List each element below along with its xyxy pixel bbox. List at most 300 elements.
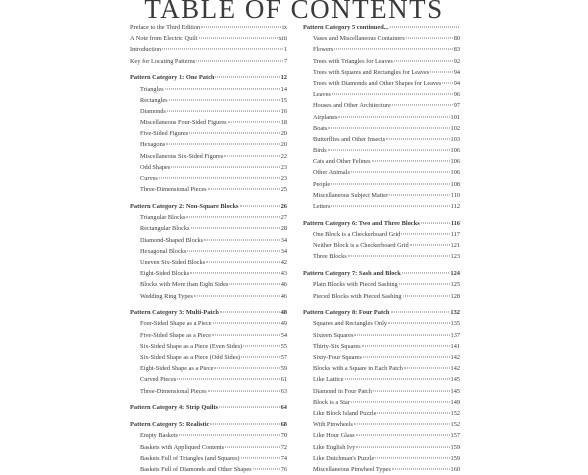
toc-page-number: 116 — [450, 219, 460, 227]
toc-entry[interactable] — [303, 397, 460, 408]
dot-leader — [162, 49, 283, 50]
dot-leader — [410, 245, 450, 246]
dot-leader — [334, 49, 452, 50]
toc-entry-title: Blocks with a Square in Each Patch — [313, 365, 403, 373]
toc-page-number: 43 — [280, 270, 287, 278]
toc-page-number: 112 — [450, 203, 460, 210]
dot-leader — [253, 468, 280, 469]
toc-entry[interactable] — [303, 341, 460, 352]
toc-page-number: 20 — [280, 141, 287, 149]
dot-leader — [225, 446, 280, 447]
toc-entry-title: Airplanes — [313, 113, 338, 121]
toc-entry-title: Squares and Rectangles Only — [313, 320, 387, 328]
toc-entry[interactable] — [303, 112, 460, 123]
toc-entry-title: Four-Sided Shape as a Piece — [140, 320, 212, 328]
dot-leader — [403, 295, 450, 296]
toc-entry-title: Introduction — [130, 46, 162, 54]
toc-entry-title: Baskets with Appliqued Contents — [140, 443, 225, 451]
toc-page-number: 72 — [280, 443, 287, 451]
toc-page-number: 160 — [450, 465, 460, 473]
page-title: TABLE OF CONTENTS — [144, 0, 444, 24]
toc-entry-title: Preface to the Third Edition — [130, 24, 201, 31]
toc-category-entry[interactable] — [130, 402, 287, 413]
toc-entry-title: Flowers — [313, 46, 334, 54]
toc-entry-title: Pattern Category 3: Multi-Patch — [130, 309, 219, 317]
toc-entry[interactable] — [303, 44, 460, 55]
toc-entry-title: Rectangles — [140, 96, 168, 104]
toc-page-number: 25 — [280, 186, 287, 194]
toc-entry[interactable] — [303, 190, 460, 201]
toc-category-entry[interactable] — [130, 419, 287, 430]
toc-page-number: 117 — [450, 230, 460, 238]
dot-leader — [390, 27, 459, 28]
toc-category-entry[interactable] — [303, 268, 460, 279]
dot-leader — [214, 368, 279, 369]
toc-entry-title: With Pinwheels — [313, 421, 353, 429]
toc-entry[interactable] — [130, 117, 287, 128]
dot-leader — [177, 379, 280, 380]
toc-entry[interactable] — [130, 453, 287, 464]
toc-entry[interactable] — [130, 257, 287, 268]
dot-leader — [243, 345, 280, 346]
toc-entry[interactable] — [130, 341, 287, 352]
dot-leader — [402, 273, 450, 274]
toc-entry-title: Cats and Other Felines — [313, 158, 371, 166]
toc-entry[interactable] — [303, 251, 460, 262]
toc-entry-title: Boats — [313, 124, 328, 132]
toc-page-number: 48 — [280, 309, 287, 317]
dot-leader — [165, 88, 280, 89]
toc-entry[interactable] — [303, 167, 460, 178]
toc-entry[interactable] — [130, 374, 287, 385]
dot-leader — [241, 357, 280, 358]
toc-entry-title: Like Lattice — [313, 376, 344, 384]
dot-leader — [372, 161, 450, 162]
dot-leader — [169, 99, 280, 100]
toc-entry-title: Odd Shapes — [140, 163, 171, 171]
dot-leader — [210, 424, 279, 425]
toc-entry-title: Blocks with More than Eight Sides — [140, 281, 229, 289]
toc-entry-title: Butterflies and Other Insects — [313, 135, 386, 143]
toc-entry[interactable] — [303, 352, 460, 363]
dot-leader — [229, 284, 279, 285]
toc-page-number: 159 — [450, 454, 460, 462]
toc-page-number: 142 — [450, 365, 460, 373]
toc-entry-title: Sixteen Squares — [313, 331, 354, 339]
toc-entry-title: Eight-Sided Shape as a Piece — [140, 365, 214, 373]
toc-entry[interactable] — [303, 67, 460, 78]
toc-entry[interactable] — [130, 246, 287, 257]
toc-page-number: 157 — [450, 432, 460, 440]
toc-page-number: 110 — [450, 191, 460, 199]
toc-entry[interactable] — [130, 352, 287, 363]
toc-entry-title: People — [313, 180, 331, 188]
dot-leader — [392, 105, 453, 106]
toc-entry-title: Empty Baskets — [140, 432, 178, 440]
toc-entry[interactable] — [130, 162, 287, 173]
dot-leader — [430, 71, 452, 72]
dot-leader — [213, 323, 280, 324]
toc-entry-title: Miscellaneous Pinwheel Types — [313, 465, 391, 473]
toc-page-number: 46 — [280, 281, 287, 289]
toc-page-number: 27 — [280, 214, 287, 222]
toc-entry[interactable] — [130, 84, 287, 95]
dot-leader — [354, 424, 450, 425]
toc-entry[interactable] — [303, 279, 460, 290]
toc-entry-title: Uneven Six-Sided Blocks — [140, 258, 206, 266]
toc-entry[interactable] — [303, 240, 460, 251]
toc-page-number: 55 — [280, 342, 287, 350]
toc-entry-title: Trees with Triangles for Leaves — [313, 57, 393, 65]
dot-leader — [328, 127, 449, 128]
dot-leader — [166, 144, 280, 145]
toc-entry-title: Curves — [140, 175, 158, 183]
toc-page-number: 83 — [453, 46, 460, 54]
toc-category-entry[interactable] — [303, 22, 460, 33]
dot-leader — [401, 233, 450, 234]
toc-entry-title: Baskets Full of Diamonds and Other Shapes — [140, 465, 252, 473]
toc-entry-title: Vases and Miscellaneous Containers — [313, 35, 405, 43]
dot-leader — [338, 116, 449, 117]
toc-entry[interactable] — [130, 128, 287, 139]
toc-entry[interactable] — [130, 318, 287, 329]
toc-entry[interactable] — [303, 330, 460, 341]
dot-leader — [224, 155, 279, 156]
dot-leader — [391, 312, 450, 313]
toc-entry[interactable] — [303, 291, 460, 302]
toc-entry[interactable] — [130, 56, 287, 67]
dot-leader — [332, 94, 453, 95]
toc-entry-title: Sixty-Four Squares — [313, 354, 362, 362]
toc-page-number: 94 — [453, 79, 460, 87]
toc-category-entry[interactable] — [303, 307, 460, 318]
toc-entry[interactable] — [130, 442, 287, 453]
dot-leader — [201, 27, 281, 28]
toc-page-number: 61 — [280, 376, 287, 384]
dot-leader — [356, 435, 450, 436]
toc-entry-title: Birds — [313, 147, 327, 155]
dot-leader — [204, 239, 280, 240]
toc-entry-title: Hexagons — [140, 141, 166, 149]
toc-entry-title: Baskets Full of Triangles (and Squares) — [140, 454, 240, 462]
dot-leader — [167, 110, 280, 111]
toc-entry-title: Like Dutchman's Puzzle — [313, 454, 375, 462]
toc-page-number: 94 — [453, 68, 460, 76]
toc-page-number: 34 — [280, 247, 287, 255]
toc-entry[interactable] — [303, 430, 460, 441]
toc-entry-title: Pattern Category 5: Realistic — [130, 421, 210, 429]
toc-page-number: 125 — [450, 281, 460, 289]
toc-page-number: 108 — [450, 180, 460, 188]
toc-entry[interactable] — [303, 374, 460, 385]
toc-page-number: 7 — [283, 57, 287, 65]
dot-leader — [331, 206, 449, 207]
dot-leader — [240, 206, 280, 207]
toc-page-number: 142 — [450, 354, 460, 362]
toc-page-number: 18 — [280, 119, 287, 127]
dot-leader — [389, 194, 450, 195]
dot-leader — [345, 379, 450, 380]
toc-category-entry[interactable] — [130, 72, 287, 83]
dot-leader — [331, 183, 449, 184]
toc-entry-title: Six-Sided Shape as a Piece (Odd Sides) — [140, 354, 241, 362]
toc-category-entry[interactable] — [303, 218, 460, 229]
toc-page-number: 152 — [450, 421, 460, 429]
toc-page-number: 63 — [280, 387, 287, 395]
dot-leader — [187, 250, 279, 251]
toc-entry[interactable] — [303, 442, 460, 453]
toc-page-number: 96 — [453, 91, 460, 99]
toc-entry-title: Trees with Diamonds and Other Shapes for Leaves — [313, 79, 442, 87]
toc-entry-title: Like Hour Glass — [313, 432, 355, 440]
dot-leader — [191, 228, 280, 229]
toc-entry[interactable] — [303, 453, 460, 464]
toc-page-number: 64 — [280, 404, 287, 412]
toc-entry[interactable] — [130, 386, 287, 397]
toc-entry[interactable] — [130, 279, 287, 290]
dot-leader — [208, 189, 280, 190]
toc-entry-title: Pattern Category 2: Non-Square Blocks — [130, 203, 239, 210]
dot-leader — [171, 166, 279, 167]
dot-leader — [199, 38, 278, 39]
toc-page-number: 152 — [450, 409, 460, 417]
toc-entry-title: Pattern Category 7: Sash and Block — [303, 270, 401, 278]
toc-page-number: 149 — [450, 398, 460, 406]
toc-entry[interactable] — [303, 78, 460, 89]
toc-page-number: 135 — [450, 320, 460, 328]
toc-entry-title: Five-Sided Shape as a Piece — [140, 331, 211, 339]
toc-entry[interactable] — [130, 22, 287, 33]
toc-entry-title: Like Block Island Puzzle — [313, 409, 377, 417]
toc-entry-title: Three Blocks — [313, 253, 347, 261]
dot-leader — [404, 368, 450, 369]
toc-entry-title: Thirty-Six Squares — [313, 342, 361, 350]
toc-page-number: 23 — [280, 175, 287, 183]
toc-right-column — [303, 22, 460, 475]
toc-entry[interactable] — [130, 44, 287, 55]
toc-page-number: xiii — [278, 35, 287, 43]
dot-leader — [386, 138, 449, 139]
dot-leader — [399, 284, 450, 285]
dot-leader — [159, 178, 280, 179]
toc-entry[interactable] — [303, 464, 460, 475]
toc-entry[interactable] — [130, 106, 287, 117]
toc-entry[interactable] — [303, 179, 460, 190]
toc-entry[interactable] — [303, 89, 460, 100]
toc-entry[interactable] — [303, 56, 460, 67]
toc-entry-title: A Note from Electric Quilt — [130, 35, 198, 43]
dot-leader — [194, 295, 280, 296]
dot-leader — [179, 435, 280, 436]
toc-entry-title: Five-Sided Figures — [140, 130, 189, 138]
toc-entry[interactable] — [130, 223, 287, 234]
dot-leader — [208, 390, 280, 391]
toc-entry[interactable] — [303, 156, 460, 167]
toc-page-number: 54 — [280, 331, 287, 339]
toc-entry-title: One Block is a Checkerboard Grid — [313, 230, 401, 238]
toc-entry-title: Diamond in Four Patch — [313, 387, 372, 395]
toc-page-number: 12 — [280, 74, 287, 82]
toc-entry[interactable] — [130, 464, 287, 475]
toc-page-number: 97 — [453, 102, 460, 110]
toc-entry[interactable] — [130, 151, 287, 162]
toc-entry-title: Hexagonal Blocks — [140, 247, 187, 255]
toc-page-number: 92 — [453, 57, 460, 65]
toc-entry-title: Triangular Blocks — [140, 214, 186, 222]
toc-page-number: 42 — [280, 258, 287, 266]
toc-page-number: 70 — [280, 432, 287, 440]
dot-leader — [377, 412, 449, 413]
toc-entry[interactable] — [303, 318, 460, 329]
toc-entry[interactable] — [130, 235, 287, 246]
toc-entry[interactable] — [130, 363, 287, 374]
toc-entry-title: Miscellaneous Four-Sided Figures — [140, 119, 227, 127]
toc-page-number: 103 — [450, 135, 460, 143]
toc-entry-title: Diamonds — [140, 107, 166, 115]
toc-page-number: 123 — [450, 253, 460, 261]
toc-entry-title: Miscellaneous Six-Sided Figures — [140, 152, 224, 160]
toc-entry-title: Miscellaneous Subject Matter — [313, 191, 389, 199]
toc-page-number: 145 — [450, 376, 460, 384]
toc-entry-title: Leaves — [313, 91, 331, 99]
toc-page-number: 1 — [283, 46, 287, 54]
toc-entry[interactable] — [303, 363, 460, 374]
toc-entry[interactable] — [303, 123, 460, 134]
dot-leader — [394, 60, 453, 61]
toc-page-number: 22 — [280, 152, 287, 160]
toc-entry-title: Three-Dimensional Pieces — [140, 387, 207, 395]
toc-left-column — [130, 22, 287, 475]
toc-entry-title: Key for Locating Patterns — [130, 57, 196, 65]
toc-page-number: 28 — [280, 225, 287, 233]
toc-page-number: 57 — [280, 354, 287, 362]
toc-entry-title: Pattern Category 6: Two and Three Blocks — [303, 219, 420, 227]
dot-leader — [348, 256, 450, 257]
toc-page-number: 101 — [450, 113, 460, 121]
dot-leader — [406, 38, 453, 39]
toc-entry[interactable] — [130, 184, 287, 195]
toc-page-number: 14 — [280, 85, 287, 93]
dot-leader — [354, 334, 449, 335]
dot-leader — [241, 457, 280, 458]
toc-entry[interactable] — [130, 173, 287, 184]
toc-category-entry[interactable] — [130, 307, 287, 318]
toc-page-number: 59 — [280, 365, 287, 373]
toc-entry[interactable] — [303, 229, 460, 240]
dot-leader — [356, 446, 449, 447]
toc-page-number: ix — [282, 24, 287, 31]
toc-entry[interactable] — [303, 201, 460, 212]
dot-leader — [228, 122, 280, 123]
toc-page-number: 76 — [280, 465, 287, 473]
toc-page-number: 23 — [280, 163, 287, 171]
toc-page-number: 145 — [450, 387, 460, 395]
dot-leader — [220, 312, 280, 313]
toc-page-number: 106 — [450, 158, 460, 166]
toc-page-number: 68 — [280, 421, 287, 429]
dot-leader — [392, 468, 450, 469]
toc-entry-title: Curved Pieces — [140, 376, 177, 384]
toc-page-number: 80 — [453, 35, 460, 43]
toc-page-number: 121 — [450, 242, 460, 250]
dot-leader — [215, 77, 279, 78]
dot-leader — [375, 457, 449, 458]
toc-entry-title: Pattern Category 1: One Patch — [130, 74, 215, 82]
toc-entry[interactable] — [130, 33, 287, 44]
dot-leader — [373, 390, 450, 391]
toc-page-number: 124 — [450, 270, 460, 278]
toc-entry-title: Rectangular Blocks — [140, 225, 190, 233]
toc-entry[interactable] — [130, 95, 287, 106]
toc-entry[interactable] — [303, 145, 460, 156]
toc-entry[interactable] — [130, 330, 287, 341]
toc-entry[interactable] — [303, 419, 460, 430]
toc-entry-title: Like English Ivy — [313, 443, 356, 451]
toc-entry[interactable] — [303, 386, 460, 397]
dot-leader — [328, 150, 450, 151]
toc-entry-title: Other Animals — [313, 169, 350, 177]
dot-leader — [189, 133, 280, 134]
toc-entry-title: Plain Blocks with Pieced Sashing — [313, 281, 398, 289]
dot-leader — [206, 261, 280, 262]
toc-entry-title: Six-Sided Shape as a Piece (Even Sides) — [140, 342, 243, 350]
dot-leader — [186, 217, 279, 218]
toc-category-entry[interactable] — [130, 201, 287, 212]
toc-page-number: 20 — [280, 130, 287, 138]
toc-entry[interactable] — [130, 268, 287, 279]
toc-entry-title: Letters — [313, 203, 331, 210]
dot-leader — [362, 345, 450, 346]
dot-leader — [388, 323, 450, 324]
toc-entry-title: Neither Block is a Checkerboard Grid — [313, 242, 409, 250]
toc-page-number: 159 — [450, 443, 460, 451]
toc-entry[interactable] — [303, 134, 460, 145]
toc-page-number: 102 — [450, 124, 460, 132]
toc-entry-title: Pattern Category 8: Four Patch — [303, 309, 390, 317]
toc-page-number: 128 — [450, 292, 460, 300]
toc-page-number: 132 — [450, 309, 460, 317]
dot-leader — [351, 401, 450, 402]
toc-entry-title: Pattern Category 5 continued... — [303, 24, 389, 31]
dot-leader — [442, 82, 452, 83]
toc-entry-title: Pieced Blocks with Pieced Sashing — [313, 292, 402, 300]
toc-entry[interactable] — [130, 139, 287, 150]
toc-page-number: 16 — [280, 107, 287, 115]
toc-page-number: 74 — [280, 454, 287, 462]
dot-leader — [363, 357, 450, 358]
dot-leader — [351, 172, 450, 173]
dot-leader — [212, 334, 280, 335]
toc-entry[interactable] — [303, 408, 460, 419]
toc-entry[interactable] — [303, 33, 460, 44]
toc-page-number: 137 — [450, 331, 460, 339]
toc-entry[interactable] — [130, 291, 287, 302]
toc-entry-title: Pattern Category 4: Strip Quilts — [130, 404, 219, 412]
toc-entry-title: Houses and Other Architecture — [313, 102, 391, 110]
toc-entry[interactable] — [130, 430, 287, 441]
toc-entry[interactable] — [303, 100, 460, 111]
toc-page-number: 46 — [280, 292, 287, 300]
toc-page-number: 34 — [280, 236, 287, 244]
toc-page-number: 106 — [450, 169, 460, 177]
toc-page-number: 141 — [450, 342, 460, 350]
toc-entry-title: Diamond-Shaped Blocks — [140, 236, 204, 244]
toc-page-number: 15 — [280, 96, 287, 104]
toc-page-number: 26 — [280, 203, 287, 210]
dot-leader — [196, 60, 283, 61]
toc-entry[interactable] — [130, 212, 287, 223]
toc-page-number: 49 — [280, 320, 287, 328]
